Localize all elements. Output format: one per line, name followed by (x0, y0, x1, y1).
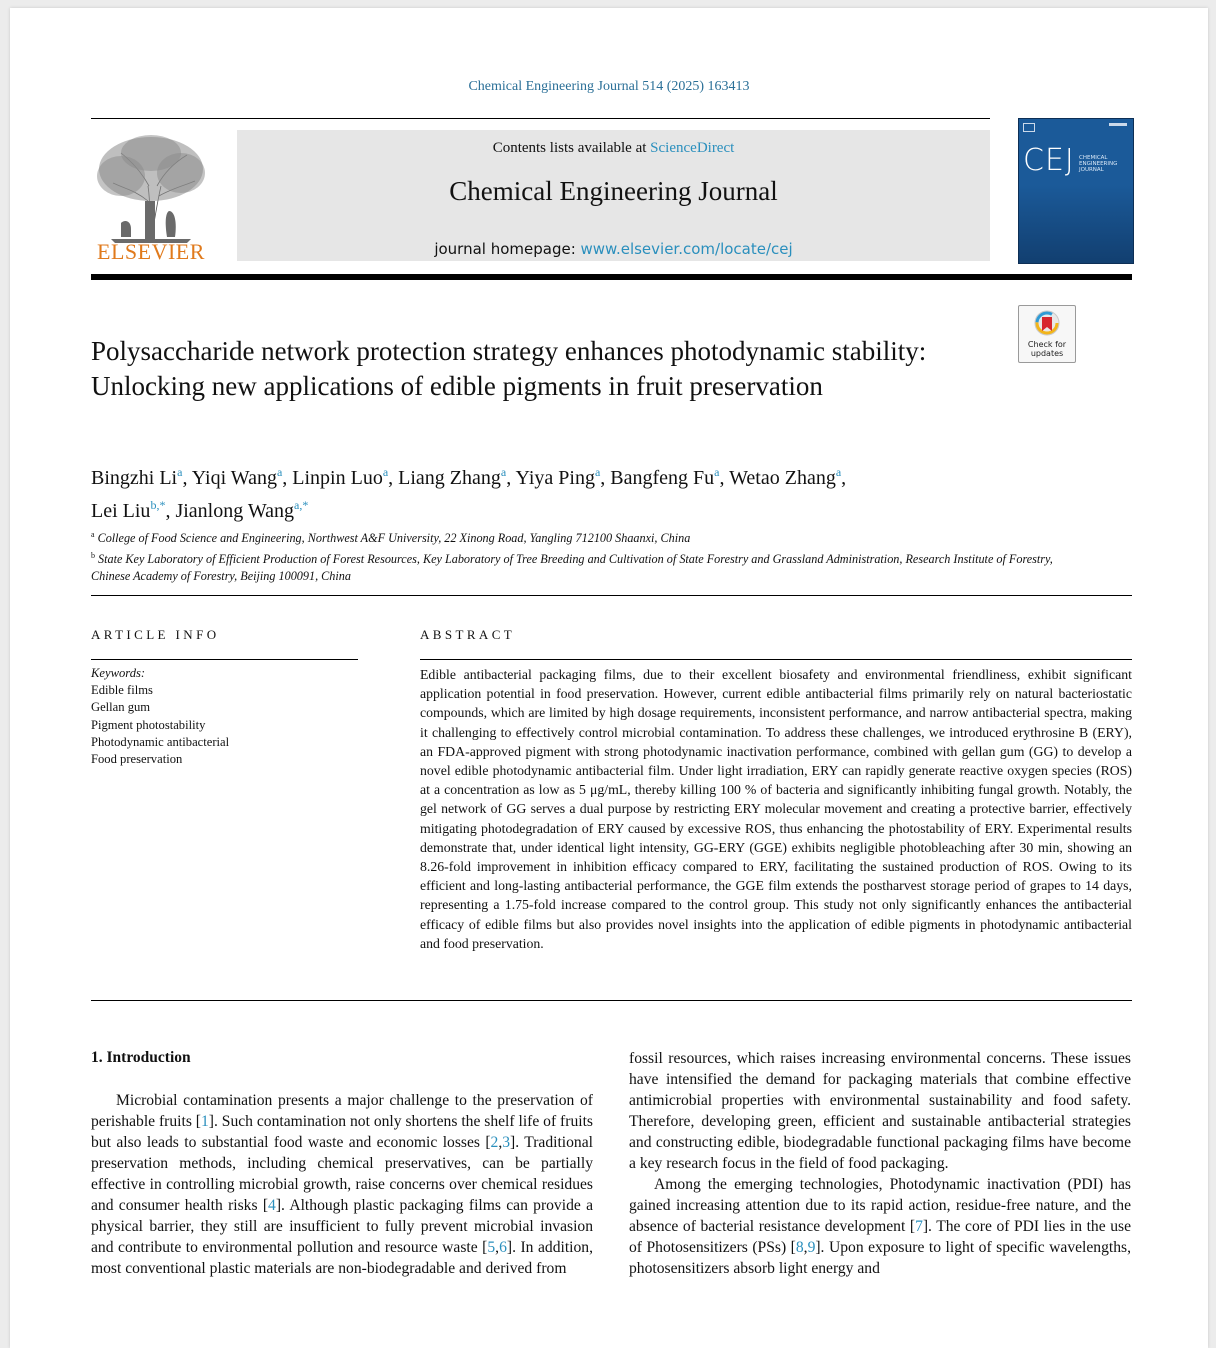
author-name[interactable]: Bangfeng Fu (610, 467, 715, 489)
intro-paragraph: fossil resources, which raises increasing environmental concerns. These issues have intensified the demand for packaging materials that combine effective antimicrobial properties with environmental sustainability and food safety. Therefore, developing green, efficient and sustainable antibacterial strategies and constructing edible, biodegradable functional packaging films have become a key research focus in the field of food packaging. (629, 1050, 1131, 1172)
affiliation-text: State Key Laboratory of Efficient Production of Forest Resources, Key Laboratory of Tree Breeding and Cultivation of State Forestry and Grassland Administration, Research Institute of Forestry, Chinese Academy of Forestry, Beijing 100091, China (91, 552, 1053, 583)
citation-link[interactable]: 8 (795, 1239, 804, 1256)
keywords-block (91, 665, 361, 768)
contents-line (237, 140, 990, 157)
author-name[interactable]: Yiqi Wang (191, 467, 277, 489)
journal-cover-thumbnail[interactable] (1018, 118, 1134, 264)
keyword-item: Photodynamic antibacterial (91, 734, 230, 749)
author-name[interactable]: Yiya Ping (515, 467, 595, 489)
author-name[interactable]: Jianlong Wang (175, 500, 295, 522)
elsevier-wordmark[interactable]: ELSEVIER (97, 239, 205, 264)
affiliation-item (91, 547, 1091, 585)
keywords-label: Keywords: (91, 666, 146, 680)
check-updates-icon (1033, 309, 1061, 339)
check-for-updates-badge[interactable] (1018, 305, 1076, 363)
cover-band (1019, 185, 1133, 263)
keyword-item: Food preservation (91, 752, 183, 767)
article-title: Polysaccharide network protection strategy enhances photodynamic stability: Unlocking new applications of edible pigments in fruit preservation (91, 336, 927, 401)
author-name[interactable]: Lei Liu (91, 500, 151, 522)
contents-prefix: Contents lists available at (492, 140, 651, 156)
paper-page (10, 8, 1208, 1348)
article-info-rule (91, 659, 358, 660)
affiliation-mark: a (91, 530, 95, 539)
introduction-heading: 1. Introduction (91, 1049, 191, 1066)
intro-column-left (91, 1090, 593, 1279)
author-affil-mark[interactable]: a,* (294, 498, 309, 512)
citation-link[interactable]: 4 (268, 1197, 276, 1214)
intro-paragraph: Microbial contamination presents a major challenge to the preservation of perishable fruits [1]. Such contamination not only shortens the shelf life of fruits but also leads to substantial food waste and economic losses [2,3]. Traditional preservation methods, including chemical preservatives, can be partially effective in controlling microbial growth, raise concerns over chemical residues and consumer health risks [4]. Although plastic packaging films can provide a physical barrier, they still are insufficient to fully prevent microbial invasion and contribute to environmental pollution and resource waste [5,6]. In addition, most conventional plastic materials are non-biodegradable and derived from (91, 1092, 593, 1277)
author-affil-mark[interactable]: a (177, 465, 183, 479)
citation-link[interactable]: 9 (807, 1239, 816, 1256)
abstract-rule (420, 659, 1132, 660)
citation-link[interactable]: 6 (499, 1239, 507, 1256)
author-list: Bingzhi Li$^a$, Yiqi Wang$^a$, Linpin Luo$^a$, Liang Zhang$^a$, Yiya Ping$^a$, Bangfeng Fu$^a$, Wetao Zhang$^a$, Lei Liu$^{b,*}$, Jianlong Wang$^{a,*}$ (91, 465, 847, 522)
cover-issn-mark (1109, 123, 1127, 126)
author-affil-mark[interactable]: a (594, 465, 601, 479)
author-name[interactable]: Bingzhi Li (91, 467, 178, 489)
masthead-thick-rule (91, 274, 1132, 280)
affiliation-item (91, 526, 1091, 547)
author-affil-mark[interactable]: a (382, 465, 389, 479)
journal-masthead (237, 130, 990, 261)
affiliations (91, 526, 1091, 585)
citation-link[interactable]: 1 (201, 1113, 209, 1130)
journal-citation[interactable]: Chemical Engineering Journal 514 (2025) 163413 (468, 79, 750, 94)
citation-link[interactable]: 2 (490, 1134, 499, 1151)
journal-homepage-line (237, 240, 990, 258)
intro-column-right (629, 1048, 1131, 1279)
author-affil-mark[interactable]: a (500, 465, 507, 479)
keyword-item: Gellan gum (91, 700, 151, 715)
citation-link[interactable]: 3 (502, 1134, 511, 1151)
cover-publisher-mark (1023, 123, 1035, 132)
homepage-link[interactable]: www.elsevier.com/locate/cej (580, 240, 793, 258)
citation-link[interactable]: 7 (915, 1218, 923, 1235)
header-rule (91, 118, 990, 119)
sciencedirect-link[interactable]: ScienceDirect (650, 140, 735, 156)
affiliation-mark: b (91, 551, 95, 560)
front-matter-rule (91, 595, 1132, 596)
homepage-prefix: journal homepage: (434, 240, 581, 258)
abstract-text: Edible antibacterial packaging films, due to their excellent biosafety and environmental friendliness, exhibit significant application potential in food preservation. However, current edible antibacterial films primarily rely on natural bacteriostatic compounds, which are limited by high dosage requirements, inconsistent performance, and narrow antibacterial spectra, making it challenging to effectively control microbial contamination. To address these challenges, we introduced erythrosine B (ERY), an FDA-approved pigment with strong photodynamic inactivation performance, combined with gellan gum (GG) to develop a novel edible photodynamic antibacterial film. Under light irradiation, ERY can rapidly generate reactive oxygen species (ROS) at a concentration as low as 5 μg/mL, thereby killing 100 % of bacteria and significantly inhibiting fungal growth. Notably, the gel network of GG serves a dual purpose by restricting ERY molecular movement and creating a protective barrier, effectively mitigating photodegradation of ERY caused by excessive ROS, thus enhancing the photostability of ERY. Experimental results demonstrate that, under identical light intensity, GG-ERY (GGE) exhibits negligible photobleaching after 30 min, showing an 8.26-fold improvement in inhibition efficacy compared to ERY, facilitating the sustained production of ROS. Owing to its efficient and long-lasting antibacterial performance, the GGE film extends the postharvest storage period of grapes to 14 days, representing a 1.75-fold increase compared to the control group. This study not only significantly enhances the antibacterial efficacy of edible films but also provides novel insights into the application of edible pigments in photodynamic antibacterial and food preservation. (420, 667, 1132, 951)
article-info-heading: ARTICLE INFO (91, 627, 220, 642)
author-name[interactable]: Wetao Zhang (729, 467, 836, 489)
check-updates-label: Check for updates (1027, 340, 1067, 358)
author-affil-mark[interactable]: a (835, 465, 842, 479)
author-affil-mark[interactable]: a (276, 465, 283, 479)
author-name[interactable]: Liang Zhang (398, 467, 501, 489)
author-name[interactable]: Linpin Luo (292, 467, 383, 489)
citation-link[interactable]: 5 (487, 1239, 496, 1256)
abstract-heading: ABSTRACT (420, 627, 516, 642)
keyword-item: Edible films (91, 683, 153, 698)
affiliation-text: College of Food Science and Engineering, Northwest A&F University, 22 Xinong Road, Yangling 712100 Shaanxi, China (97, 531, 691, 545)
intro-paragraph: Among the emerging technologies, Photodynamic inactivation (PDI) has gained increasing attention due to its rapid action, residue-free nature, and the absence of bacterial resistance development [7]. The core of PDI lies in the use of Photosensitizers (PSs) [8,9]. Upon exposure to light of specific wavelengths, photosensitizers absorb light energy and (629, 1176, 1132, 1277)
journal-title: Chemical Engineering Journal (449, 176, 778, 206)
cover-acronym: CEJ (1023, 143, 1075, 178)
keyword-item: Pigment photostability (91, 717, 206, 732)
author-affil-mark[interactable]: b,* (150, 498, 166, 512)
abstract-end-rule (91, 1000, 1132, 1001)
cover-subtitle: CHEMICAL ENGINEERING JOURNAL (1079, 155, 1118, 173)
author-affil-mark[interactable]: a (714, 465, 720, 479)
